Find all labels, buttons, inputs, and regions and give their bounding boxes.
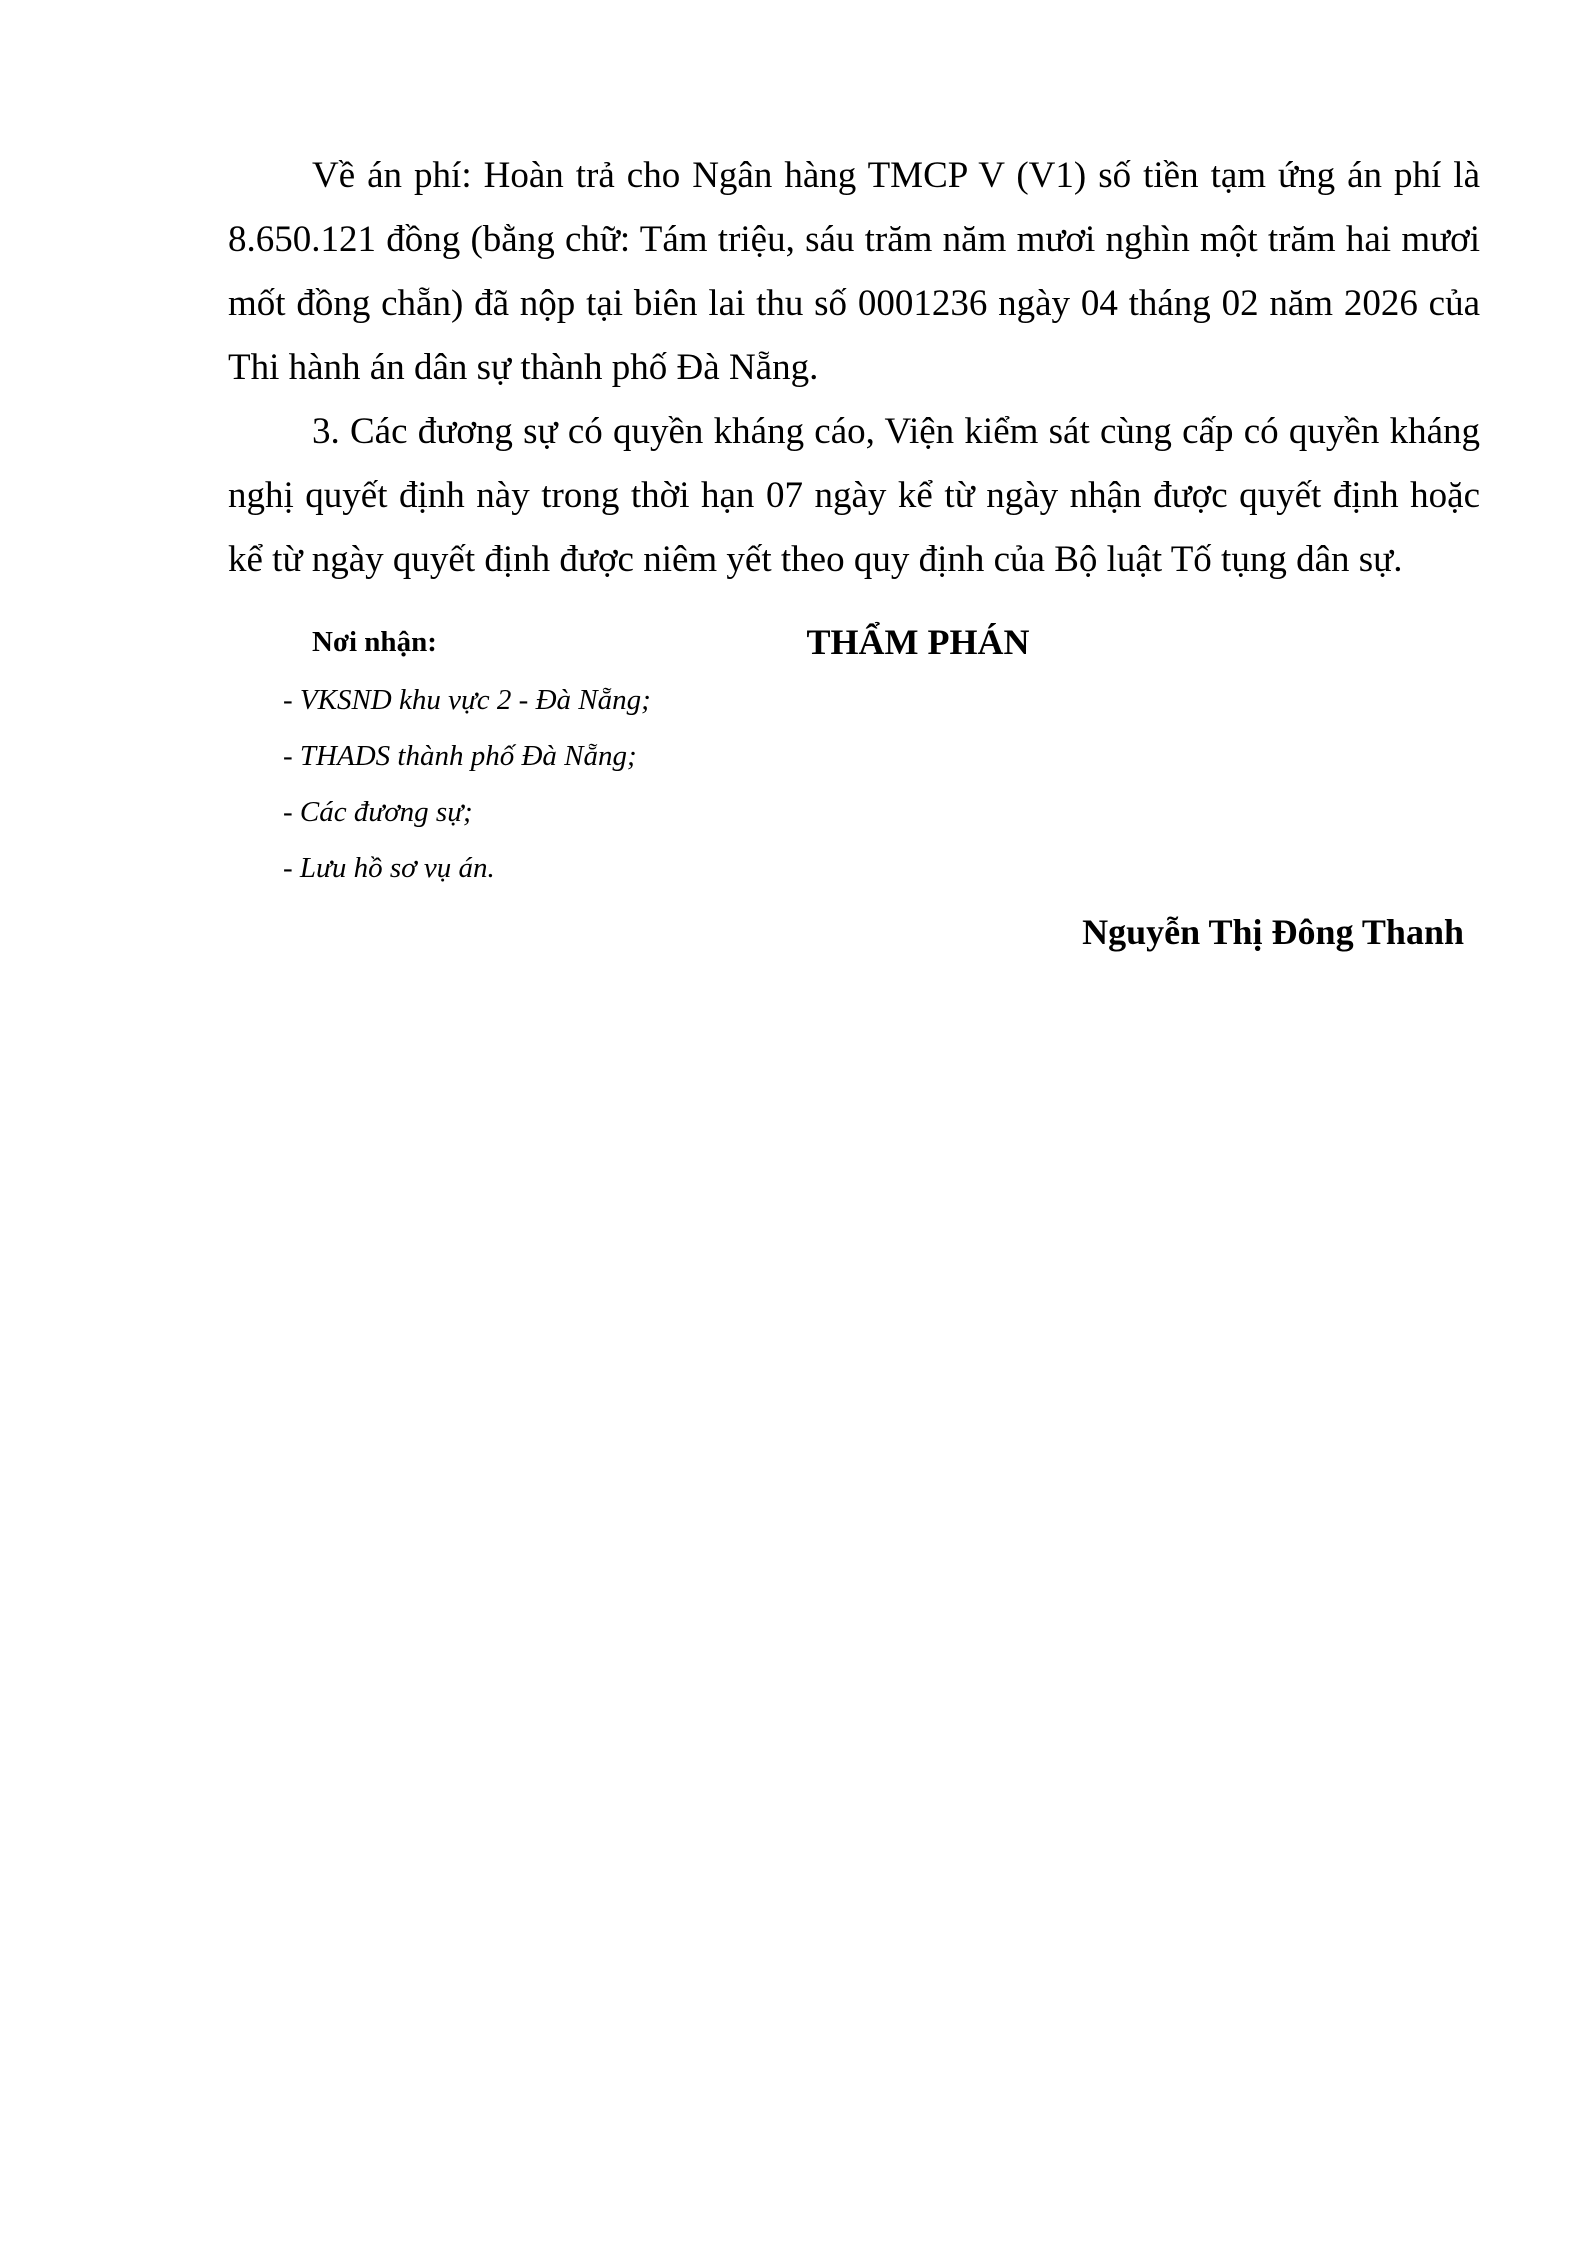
recipients-list	[283, 672, 783, 896]
court-fee-paragraph: Về án phí: Hoàn trả cho Ngân hàng TMCP V (V1) số tiền tạm ứng án phí là 8.650.121 đồng (bằng chữ: Tám triệu, sáu trăm năm mươi nghìn một trăm hai mươi mốt đồng chẵn) đã nộp tại biên lai thu số 0001236 ngày 04 tháng 02 năm 2026 của Thi hành án dân sự thành phố Đà Nẵng.	[228, 155, 1480, 388]
recipient-item: - THADS thành phố Đà Nẵng;	[283, 740, 637, 772]
recipient-item: - Lưu hồ sơ vụ án.	[283, 852, 495, 884]
recipients-block	[283, 622, 783, 896]
recipient-item: - Các đương sự;	[283, 796, 473, 828]
judge-title: THẨM PHÁN	[806, 622, 1030, 662]
recipient-item: - VKSND khu vực 2 - Đà Nẵng;	[283, 684, 651, 716]
recipients-title: Nơi nhận:	[312, 626, 437, 658]
judge-name: Nguyễn Thị Đông Thanh	[1082, 912, 1464, 952]
appeal-rights-paragraph: 3. Các đương sự có quyền kháng cáo, Viện kiểm sát cùng cấp có quyền kháng nghị quyết định này trong thời hạn 07 ngày kể từ ngày nhận được quyết định hoặc kể từ ngày quyết định được niêm yết theo quy định của Bộ luật Tố tụng dân sự.	[228, 411, 1480, 580]
